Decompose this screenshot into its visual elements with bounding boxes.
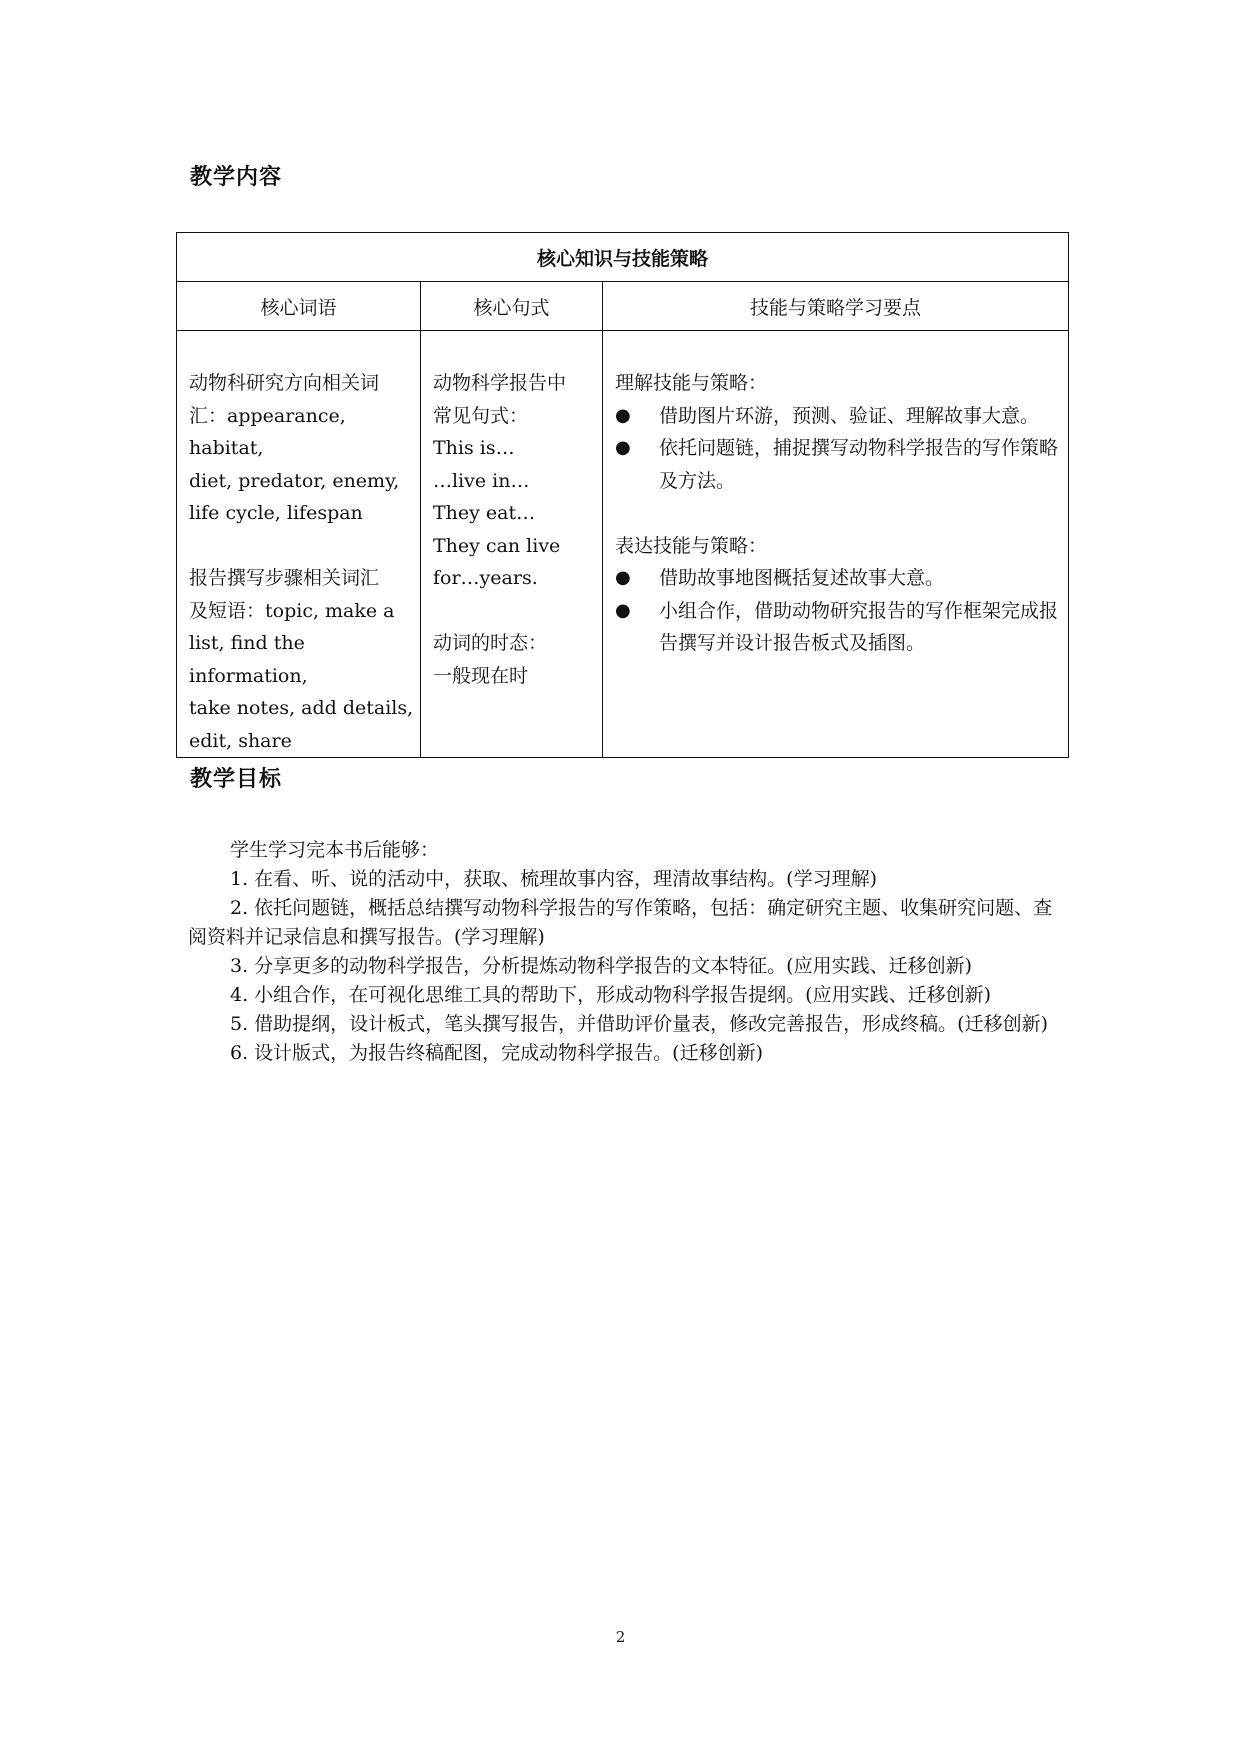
bullet-item: ● 借助故事地图概括复述故事大意。 — [615, 562, 1058, 595]
bullet-dot-icon: ● — [615, 404, 631, 426]
sentence-line: This is… — [433, 437, 515, 459]
express-skills-title: 表达技能与策略： — [615, 534, 768, 557]
vocab-cell — [177, 331, 421, 758]
objective-item: 5. 借助提纲，设计板式，笔头撰写报告，并借助评价量表，修改完善报告，形成终稿。(迁移创新) — [230, 1013, 1048, 1035]
sentence-line: 一般现在时 — [433, 664, 529, 687]
core-knowledge-table — [176, 232, 1069, 758]
header-skills-strategies: 技能与策略学习要点 — [603, 282, 1069, 331]
objective-item: 1. 在看、听、说的活动中，获取、梳理故事内容，理清故事结构。(学习理解) — [230, 868, 877, 890]
header-core-sentences: 核心句式 — [421, 282, 603, 331]
bullet-item: ● 借助图片环游，预测、验证、理解故事大意。 — [615, 400, 1058, 433]
vocab-line: take notes, add details, — [189, 697, 414, 719]
section-heading-content: 教学内容 — [190, 165, 283, 190]
sentences-cell — [421, 331, 603, 758]
vocab-line: life cycle, lifespan — [189, 502, 363, 524]
objective-item: 6. 设计版式，为报告终稿配图，完成动物科学报告。(迁移创新) — [230, 1042, 763, 1064]
skills-cell — [603, 331, 1069, 758]
vocab-line: 汇：appearance, habitat, — [189, 404, 346, 459]
sentence-line: They eat… — [433, 502, 536, 524]
bullet-dot-icon: ● — [615, 437, 631, 458]
sentence-line: …live in… — [433, 469, 530, 492]
sentence-line: 动物科学报告中 — [433, 372, 567, 394]
bullet-item: ● 依托问题链，捕捉撰写动物科学报告的写作策略及方法。 — [615, 432, 1058, 497]
vocab-line: diet, predator, enemy, — [189, 469, 400, 492]
vocab-line: edit, share — [189, 729, 292, 752]
vocab-line: list, find the information, — [189, 632, 308, 687]
understand-skills-title: 理解技能与策略： — [615, 372, 768, 394]
bullet-dot-icon: ● — [615, 567, 631, 588]
sentence-line: 动词的时态： — [433, 632, 548, 654]
objective-item: 2. 依托问题链，概括总结撰写动物科学报告的写作策略，包括：确定研究主题、收集研究问题、查阅资料并记录信息和撰写报告。(学习理解) — [188, 897, 1053, 948]
vocab-line: 报告撰写步骤相关词汇 — [189, 567, 380, 589]
sentence-line: for…years. — [433, 567, 538, 589]
objective-item: 3. 分享更多的动物科学报告，分析提炼动物科学报告的文本特征。(应用实践、迁移创新) — [230, 955, 972, 977]
vocab-line: 动物科研究方向相关词 — [189, 372, 380, 394]
header-core-vocab: 核心词语 — [177, 282, 421, 331]
objectives-list — [188, 836, 1056, 1068]
vocab-line: 及短语：topic, make a — [189, 599, 395, 622]
table-title: 核心知识与技能策略 — [177, 233, 1069, 282]
objectives-intro: 学生学习完本书后能够： — [230, 839, 440, 861]
page-number: 2 — [615, 1628, 626, 1646]
bullet-item: ● 小组合作，借助动物研究报告的写作框架完成报告撰写并设计报告板式及插图。 — [615, 595, 1058, 660]
sentence-line: 常见句式： — [433, 404, 529, 427]
section-heading-objectives: 教学目标 — [190, 767, 283, 792]
sentence-line: They can live — [433, 534, 561, 557]
objective-item: 4. 小组合作，在可视化思维工具的帮助下，形成动物科学报告提纲。(应用实践、迁移创新) — [230, 984, 991, 1006]
bullet-dot-icon: ● — [615, 599, 631, 621]
